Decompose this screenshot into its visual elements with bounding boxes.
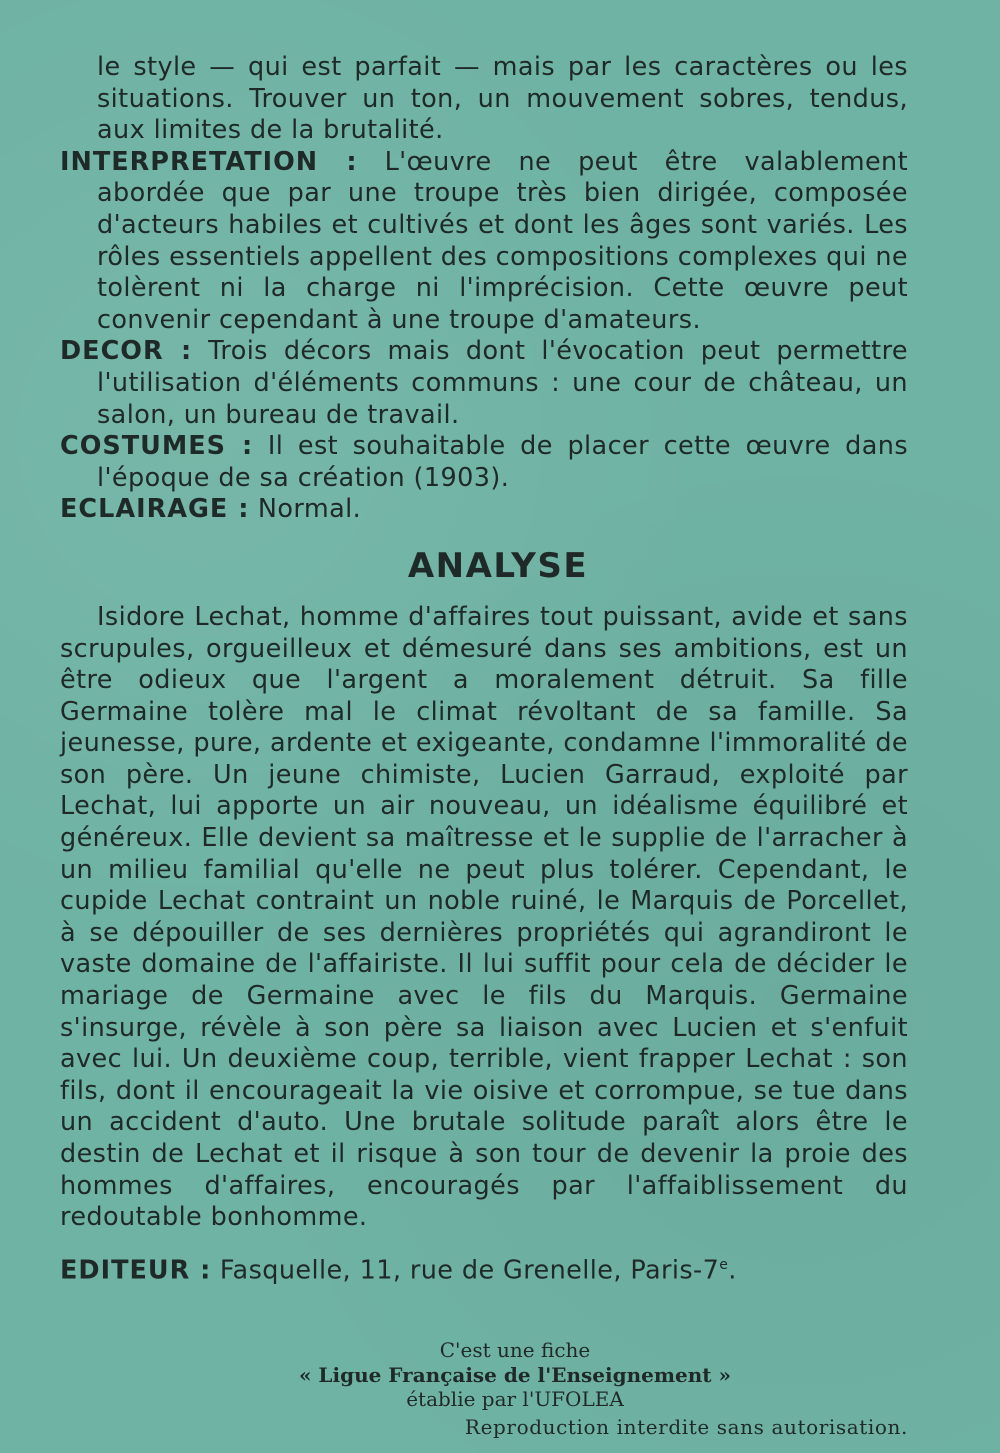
interpretation-entry: [60, 147, 908, 337]
editeur-superscript: e: [719, 1256, 729, 1273]
eclairage-entry: [60, 494, 908, 526]
decor-entry: [60, 336, 908, 431]
decor-label: DECOR :: [60, 336, 193, 367]
costumes-label: COSTUMES :: [60, 431, 254, 462]
editeur-text: Fasquelle, 11, rue de Grenelle, Paris-7: [219, 1255, 720, 1286]
footer-line-2: « Ligue Française de l'Enseignement »: [298, 1362, 732, 1387]
analyse-heading: ANALYSE: [407, 545, 589, 586]
footer-line-1: C'est une fiche: [439, 1338, 591, 1362]
interpretation-label: INTERPRETATION :: [60, 146, 358, 177]
eclairage-label: ECLAIRAGE :: [60, 494, 250, 525]
editeur-entry: [60, 1250, 908, 1287]
document-page: [60, 52, 908, 1287]
editeur-label: EDITEUR :: [60, 1255, 212, 1286]
interpretation-text: L'œuvre ne peut être valablement abordée que par une troupe très bien dirigée, composée d'acteurs habiles et cultivés et dont les âges sont variés. Les rôles essentiels appellent des compositions complexes qui ne tolèrent ni la charge ni l'imprécision. Cette œuvre peut convenir cependant à une troupe d'amateurs.: [97, 146, 908, 335]
footer-line-3: établie par l'UFOLEA: [406, 1387, 624, 1411]
costumes-entry: [60, 431, 908, 494]
editeur-end: .: [728, 1255, 737, 1286]
continued-paragraph: le style — qui est parfait — mais par les caractères ou les situations. Trouver un ton, un mouvement sobres, tendus, aux limites de la brutalité.: [97, 52, 908, 146]
costumes-text: Il est souhaitable de placer cette œuvre dans l'époque de sa création (1903).: [97, 431, 909, 493]
analyse-paragraph: Isidore Lechat, homme d'affaires tout puissant, avide et sans scrupules, orgueilleux et démesuré dans ses ambitions, est un être odieux que l'argent a moralement détruit. Sa fille Germaine tolère mal le climat révoltant de sa famille. Sa jeunesse, pure, ardente et exigeante, condamne l'immoralité de son père. Un jeune chimiste, Lucien Garraud, exploité par Lechat, lui apporte un air nouveau, un idéalisme équilibré et généreux. Elle devient sa maîtresse et le supplie de l'arracher à un milieu familial qu'elle ne peut plus tolérer. Cependant, le cupide Lechat contraint un noble ruiné, le Marquis de Porcellet, à se dépouiller de ses dernières propriétés qui agrandiront le vaste domaine de l'affairiste. Il lui suffit pour cela de décider le mariage de Germaine avec le fils du Marquis. Germaine s'insurge, révèle à son père sa liaison avec Lucien et s'enfuit avec lui. Un deuxième coup, terrible, vient frapper Lechat : son fils, dont il encourageait la vie oisive et corrompue, se tue dans un accident d'auto. Une brutale solitude paraît alors être le destin de Lechat et il risque à son tour de devenir la proie des hommes d'affaires, encouragés par l'affaiblissement du redoutable bonhomme.: [60, 601, 908, 1233]
footer-credit: [0, 1338, 1000, 1439]
decor-text: Trois décors mais dont l'évocation peut permettre l'utilisation d'éléments communs : une cour de château, un salon, un bureau de travail.: [97, 336, 908, 430]
footer-reproduction-notice: Reproduction interdite sans autorisation.: [464, 1414, 908, 1439]
eclairage-text: Normal.: [257, 494, 362, 525]
